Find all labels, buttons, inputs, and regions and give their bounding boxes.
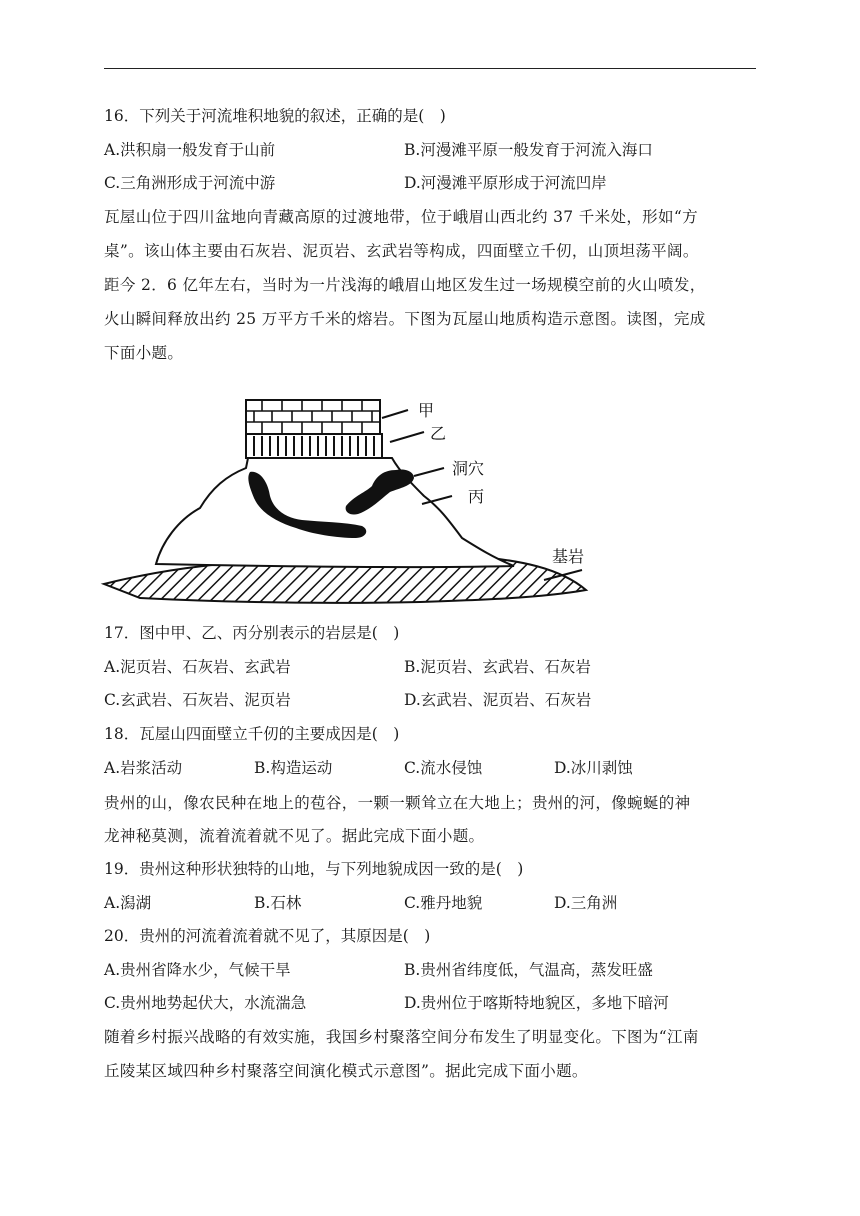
- layer-yi: [246, 434, 382, 458]
- passage-1-line: 火山瞬间释放出约 25 万平方千米的熔岩。下图为瓦屋山地质构造示意图。读图，完成: [104, 310, 706, 328]
- passage-2-line: 贵州的山，像农民种在地上的苞谷，一颗一颗耸立在大地上；贵州的河，像蜿蜒的神: [104, 794, 691, 812]
- question-17-stem: 17．图中甲、乙、丙分别表示的岩层是( ): [104, 624, 400, 642]
- passage-1-line: 距今 2．6 亿年左右，当时为一片浅海的峨眉山地区发生过一场规模空前的火山喷发，: [104, 276, 706, 294]
- question-18-stem: 18．瓦屋山四面壁立千仞的主要成因是( ): [104, 725, 400, 743]
- header-rule: [104, 68, 756, 69]
- passage-1-line: 桌”。该山体主要由石灰岩、泥页岩、玄武岩等构成，四面壁立千仞，山顶坦荡平阔。: [104, 242, 699, 260]
- q18-option-d[interactable]: D.冰川剥蚀: [554, 759, 633, 777]
- q16-option-a[interactable]: A.洪积扇一般发育于山前: [104, 141, 276, 159]
- passage-2-line: 龙神秘莫测，流着流着就不见了。据此完成下面小题。: [104, 827, 485, 845]
- q19-option-b[interactable]: B.石林: [254, 894, 302, 912]
- question-16-stem: 16．下列关于河流堆积地貌的叙述，正确的是( ): [104, 107, 446, 125]
- q20-option-a[interactable]: A.贵州省降水少，气候干旱: [104, 961, 291, 979]
- q16-option-d[interactable]: D.河漫滩平原形成于河流凹岸: [404, 174, 607, 192]
- passage-3-line: 丘陵某区域四种乡村聚落空间演化模式示意图”。据此完成下面小题。: [104, 1062, 588, 1080]
- jia-leader: [382, 410, 408, 418]
- q18-option-a[interactable]: A.岩浆活动: [104, 759, 183, 777]
- q16-option-b[interactable]: B.河漫滩平原一般发育于河流入海口: [404, 141, 653, 159]
- q20-option-b[interactable]: B.贵州省纬度低，气温高，蒸发旺盛: [404, 961, 653, 979]
- cave-leader: [414, 468, 444, 476]
- q19-option-a[interactable]: A.潟湖: [104, 894, 152, 912]
- label-jia: 甲: [418, 401, 435, 420]
- q17-option-d[interactable]: D.玄武岩、泥页岩、石灰岩: [404, 691, 592, 709]
- q19-option-d[interactable]: D.三角洲: [554, 894, 618, 912]
- q17-option-b[interactable]: B.泥页岩、玄武岩、石灰岩: [404, 658, 591, 676]
- q16-option-c[interactable]: C.三角洲形成于河流中游: [104, 174, 276, 192]
- question-20-stem: 20．贵州的河流着流着就不见了，其原因是( ): [104, 927, 431, 945]
- layer-jia: [246, 400, 380, 434]
- passage-1-line: 瓦屋山位于四川盆地向青藏高原的过渡地带，位于峨眉山西北约 37 千米处，形如“方: [104, 208, 699, 226]
- label-bedrock: 基岩: [552, 547, 585, 566]
- passage-1-line: 下面小题。: [104, 344, 184, 362]
- q17-option-c[interactable]: C.玄武岩、石灰岩、泥页岩: [104, 691, 291, 709]
- label-bing: 丙: [468, 487, 485, 506]
- label-yi: 乙: [430, 424, 447, 443]
- wawu-mountain-diagram: [100, 392, 592, 606]
- q19-option-c[interactable]: C.雅丹地貌: [404, 894, 483, 912]
- yi-leader: [390, 432, 424, 442]
- q20-option-d[interactable]: D.贵州位于喀斯特地貌区，多地下暗河: [404, 994, 669, 1012]
- q20-option-c[interactable]: C.贵州地势起伏大，水流湍急: [104, 994, 307, 1012]
- label-cave: 洞穴: [452, 459, 485, 478]
- question-19-stem: 19．贵州这种形状独特的山地，与下列地貌成因一致的是( ): [104, 860, 524, 878]
- q18-option-c[interactable]: C.流水侵蚀: [404, 759, 483, 777]
- passage-3-line: 随着乡村振兴战略的有效实施，我国乡村聚落空间分布发生了明显变化。下图为“江南: [104, 1028, 699, 1046]
- q18-option-b[interactable]: B.构造运动: [254, 759, 333, 777]
- q17-option-a[interactable]: A.泥页岩、石灰岩、玄武岩: [104, 658, 291, 676]
